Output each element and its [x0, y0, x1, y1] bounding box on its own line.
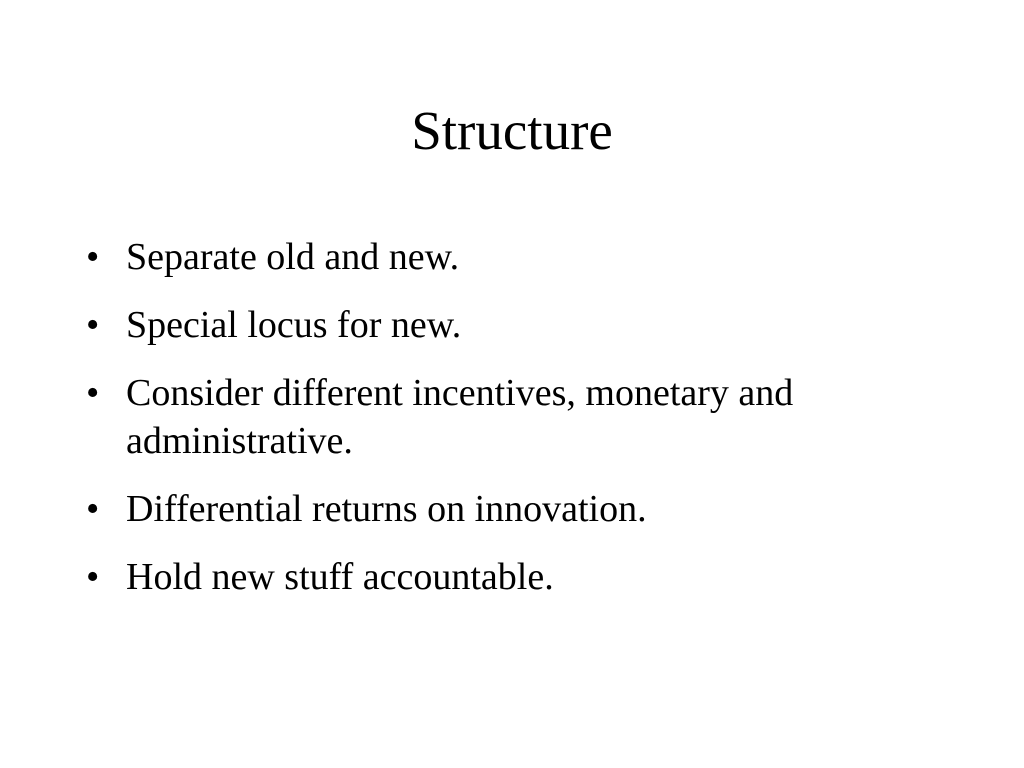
bullet-text: Separate old and new.: [126, 236, 460, 278]
bullet-icon: •: [86, 304, 100, 346]
bullet-icon: •: [86, 556, 100, 598]
bullet-list: [86, 233, 946, 621]
bullet-item: [86, 301, 946, 349]
bullet-text: Special locus for new.: [126, 304, 462, 346]
bullet-text: Differential returns on innovation.: [126, 488, 647, 530]
bullet-item: [86, 233, 946, 281]
bullet-icon: •: [86, 372, 100, 414]
bullet-text: Hold new stuff accountable.: [126, 556, 554, 598]
bullet-item: [86, 553, 946, 601]
slide-title: Structure: [411, 100, 613, 161]
bullet-item: [86, 369, 946, 465]
bullet-icon: •: [86, 488, 100, 530]
bullet-text: Consider different incentives, monetary and administrative.: [126, 372, 794, 462]
bullet-item: [86, 485, 946, 533]
bullet-icon: •: [86, 236, 100, 278]
